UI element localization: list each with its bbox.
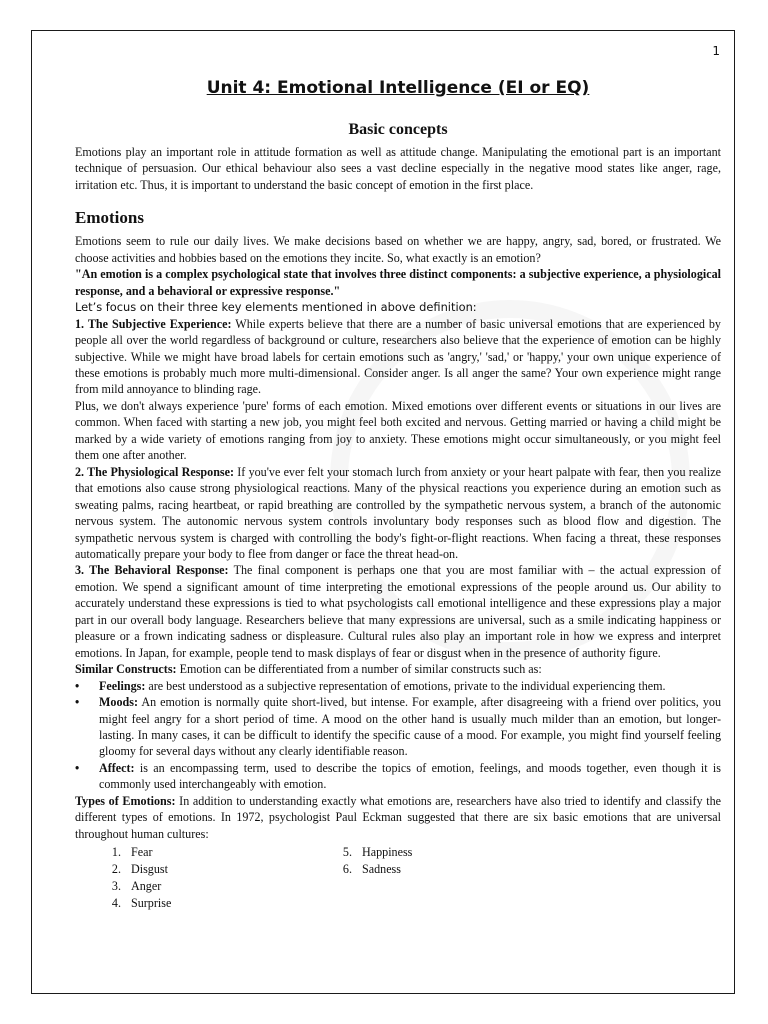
unit-title: Unit 4: Emotional Intelligence (EI or EQ) <box>206 78 590 98</box>
affect-label: Affect: <box>99 760 135 775</box>
similar-constructs-text: Emotion can be differentiated from a number of similar constructs such as: <box>176 662 542 677</box>
page-number: 1 <box>712 44 720 58</box>
feelings-label: Feelings: <box>99 678 146 693</box>
document-body <box>75 76 721 912</box>
basic-concepts-heading: Basic concepts <box>348 121 448 138</box>
list-number: 5. <box>342 845 352 860</box>
list-item <box>97 861 171 878</box>
emotion-name: Anger <box>131 879 162 894</box>
behavioral-response-text: The final component is perhaps one that you are most familiar with – the actual expression of emotion. We spend a significant amount of time interpreting the emotional expressions of the people around us. Our ability to accurately understand these expressions is tied to what psychologists call emotional intelligence and these expressions play a major part in our overall body language. Researchers believe that many expressions are universal, such as a smile indicating happiness or pleasure or a frown indicating sadness or displeasure. Cultural rules also play an important role in how we express and interpret emotions. In Japan, for example, people tend to mask displays of fear or disgust when in the presence of authority figure. <box>75 563 721 660</box>
list-number: 2. <box>111 862 121 877</box>
list-number: 3. <box>111 879 121 894</box>
emotion-name: Surprise <box>131 896 172 911</box>
emotions-intro-paragraph: Emotions seem to rule our daily lives. We make decisions based on whether we are happy, angry, sad, bored, or frustrated. We choose activities and hobbies based on the emotions they incite. So, what exactly is an emotion? <box>75 234 721 265</box>
list-item <box>328 861 412 878</box>
physiological-response-label: 2. The Physiological Response: <box>75 464 235 479</box>
basic-emotions-column-left <box>97 844 171 912</box>
types-of-emotions-text: In addition to understanding exactly what emotions are, researchers have also tried to identify and classify the different types of emotions. In 1972, psychologist Paul Eckman suggested that there are six basic emotions that are universal throughout human cultures: <box>75 793 722 841</box>
subjective-experience-text: While experts believe that there are a number of basic universal emotions that are experienced by people all over the world regardless of background or culture, researchers also believe that the experience of emotion can be highly subjective. While we might have broad labels for certain emotions such as 'angry,' 'sad,' or 'happy,' your own unique experience of these emotions is probably much more multi-dimensional. Consider anger. Is all anger the same? Your own experience might range from mild annoyance to blinding rage. <box>75 316 721 397</box>
types-of-emotions-paragraph <box>75 793 721 842</box>
emotion-definition: "An emotion is a complex psychological state that involves three distinct components: a subjective experience, a physiological response, and a behavioral or expressive response." <box>75 267 721 298</box>
list-number: 1. <box>111 845 121 860</box>
similar-constructs-list <box>75 678 721 793</box>
affect-text: is an encompassing term, used to describe the topics of emotion, feelings, and moods together, even though it is commonly used interchangeably with emotion. <box>99 760 721 792</box>
list-item <box>97 878 171 895</box>
behavioral-response-label: 3. The Behavioral Response: <box>75 563 229 578</box>
list-item <box>97 844 171 861</box>
emotions-heading: Emotions <box>75 208 144 228</box>
physiological-response-text: If you've ever felt your stomach lurch from anxiety or your heart palpate with fear, then you realize that emotions also cause strong physiological reactions. Many of the physical reactions you experience during an emotion such as sweating palms, racing heartbeat, or rapid breathing are controlled by the sympathetic nervous system, a branch of the autonomic nervous system. The autonomic nervous system controls involuntary body responses such as blood flow and digestion. The sympathetic nervous system is charged with controlling the body's fight-or-flight reactions. When facing a threat, these responses automatically prepare your body to flee from danger or face the threat head-on. <box>75 464 721 561</box>
list-item <box>75 694 721 760</box>
list-item <box>328 844 412 861</box>
list-item <box>97 895 171 912</box>
emotion-name: Fear <box>131 845 153 860</box>
types-of-emotions-label: Types of Emotions: <box>75 793 176 808</box>
basic-emotions-list <box>75 844 721 912</box>
basic-emotions-column-right <box>328 844 412 878</box>
focus-line: Let’s focus on their three key elements mentioned in above definition: <box>75 300 477 315</box>
feelings-text: are best understood as a subjective representation of emotions, private to the individual experiencing them. <box>145 678 666 693</box>
emotion-name: Happiness <box>362 845 413 860</box>
mixed-emotions-paragraph: Plus, we don't always experience 'pure' forms of each emotion. Mixed emotions over different events or situations in our lives are common. When faced with starting a new job, you might feel both excited and nervous. Getting married or having a child might be marked by a wide variety of emotions ranging from joy to anxiety. These emotions might occur simultaneously, or you might feel them one after another. <box>75 398 721 463</box>
list-item <box>75 760 721 793</box>
subjective-experience-paragraph <box>75 316 721 398</box>
moods-text: An emotion is normally quite short-lived, but intense. For example, after disagreeing with a friend over politics, you might feel angry for a short period of time. A mood on the other hand is usually much milder than an emotion, but longer-lasting. In many cases, it can be difficult to identify the specific cause of a mood. For example, you might find yourself feeling gloomy for several days without any clearly identifiable reason. <box>99 695 721 759</box>
basic-concepts-paragraph: Emotions play an important role in attitude formation as well as attitude change. Manipulating the emotional part is an important technique of persuasion. Our ethical behaviour also sees a vast decline especially in the negative mood states like anger, rage, irritation etc. Thus, it is important to understand the basic concept of emotion in the first place. <box>75 145 721 192</box>
physiological-response-paragraph <box>75 464 721 563</box>
behavioral-response-paragraph <box>75 562 721 661</box>
list-number: 4. <box>111 896 121 911</box>
moods-label: Moods: <box>99 695 138 710</box>
list-item <box>75 678 721 694</box>
emotion-name: Disgust <box>131 862 168 877</box>
subjective-experience-label: 1. The Subjective Experience: <box>75 316 232 331</box>
list-number: 6. <box>342 862 352 877</box>
similar-constructs-paragraph <box>75 661 721 677</box>
similar-constructs-label: Similar Constructs: <box>75 662 177 677</box>
emotion-name: Sadness <box>362 862 401 877</box>
